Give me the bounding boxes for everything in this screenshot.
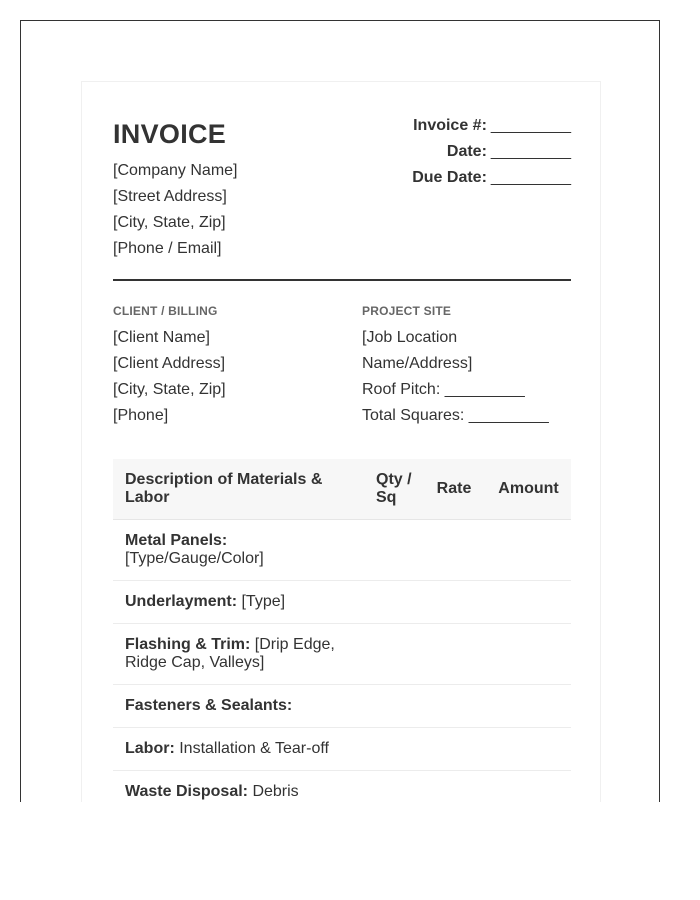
row-description <box>125 593 355 611</box>
row-label: Labor: <box>125 740 175 757</box>
project-site-heading: PROJECT SITE <box>362 304 452 318</box>
total-squares: Total Squares: _________ <box>362 407 549 424</box>
row-detail: [Drip Edge, Ridge Cap, Valleys] <box>125 636 335 671</box>
table-row <box>113 728 571 771</box>
row-description <box>125 636 355 672</box>
client-city: [City, State, Zip] <box>113 381 226 398</box>
row-label: Waste Disposal: <box>125 783 248 800</box>
row-detail: [Type/Gauge/Color] <box>125 550 264 567</box>
due-date-blank: _________ <box>490 169 571 186</box>
row-description <box>125 697 355 715</box>
invoice-number-label: Invoice #: <box>413 117 487 134</box>
row-description <box>125 783 355 801</box>
client-billing-section <box>113 304 343 432</box>
row-description <box>125 532 355 568</box>
client-phone: [Phone] <box>113 407 169 424</box>
row-label: Underlayment: <box>125 593 238 610</box>
client-name: [Client Name] <box>113 329 210 346</box>
invoice-sheet <box>81 81 601 802</box>
table-row <box>113 520 571 581</box>
roof-pitch: Roof Pitch: _________ <box>362 381 525 398</box>
page-frame <box>20 20 660 802</box>
invoice-number-blank: _________ <box>490 117 571 134</box>
table-row <box>113 685 571 728</box>
table-row <box>113 771 571 802</box>
header-divider <box>113 279 571 281</box>
due-date-label: Due Date: <box>412 169 487 186</box>
job-location-line2: Name/Address] <box>362 355 473 372</box>
row-description <box>125 740 355 758</box>
row-detail: [Type] <box>237 593 286 610</box>
company-city: [City, State, Zip] <box>113 214 226 231</box>
line-items-table <box>113 459 571 802</box>
row-label: Fasteners & Sealants: <box>125 697 293 714</box>
header-description: Description of Materials & Labor <box>125 471 323 506</box>
row-detail: Debris <box>248 783 299 800</box>
invoice-number-row <box>412 116 571 142</box>
job-location-line1: [Job Location <box>362 329 458 346</box>
header-rate: Rate <box>436 480 472 497</box>
client-address: [Client Address] <box>113 355 226 372</box>
row-label: Flashing & Trim: <box>125 636 251 653</box>
table-header <box>113 459 571 520</box>
project-site-section <box>362 304 571 432</box>
table-row <box>113 581 571 624</box>
company-name: [Company Name] <box>113 162 238 179</box>
row-label: Metal Panels: <box>125 532 228 549</box>
header-amount: Amount <box>498 480 559 497</box>
invoice-date-row <box>412 142 571 168</box>
company-contact: [Phone / Email] <box>113 240 222 257</box>
invoice-meta <box>412 116 571 194</box>
company-info <box>113 161 238 265</box>
invoice-title: INVOICE <box>113 119 227 149</box>
due-date-row <box>412 168 571 194</box>
invoice-date-label: Date: <box>446 143 487 160</box>
company-street: [Street Address] <box>113 188 227 205</box>
header-qty: Qty / Sq <box>376 471 412 506</box>
row-detail: Installation & Tear-off <box>174 740 329 757</box>
client-billing-heading: CLIENT / BILLING <box>113 304 218 318</box>
table-row <box>113 624 571 685</box>
invoice-date-blank: _________ <box>490 143 571 160</box>
